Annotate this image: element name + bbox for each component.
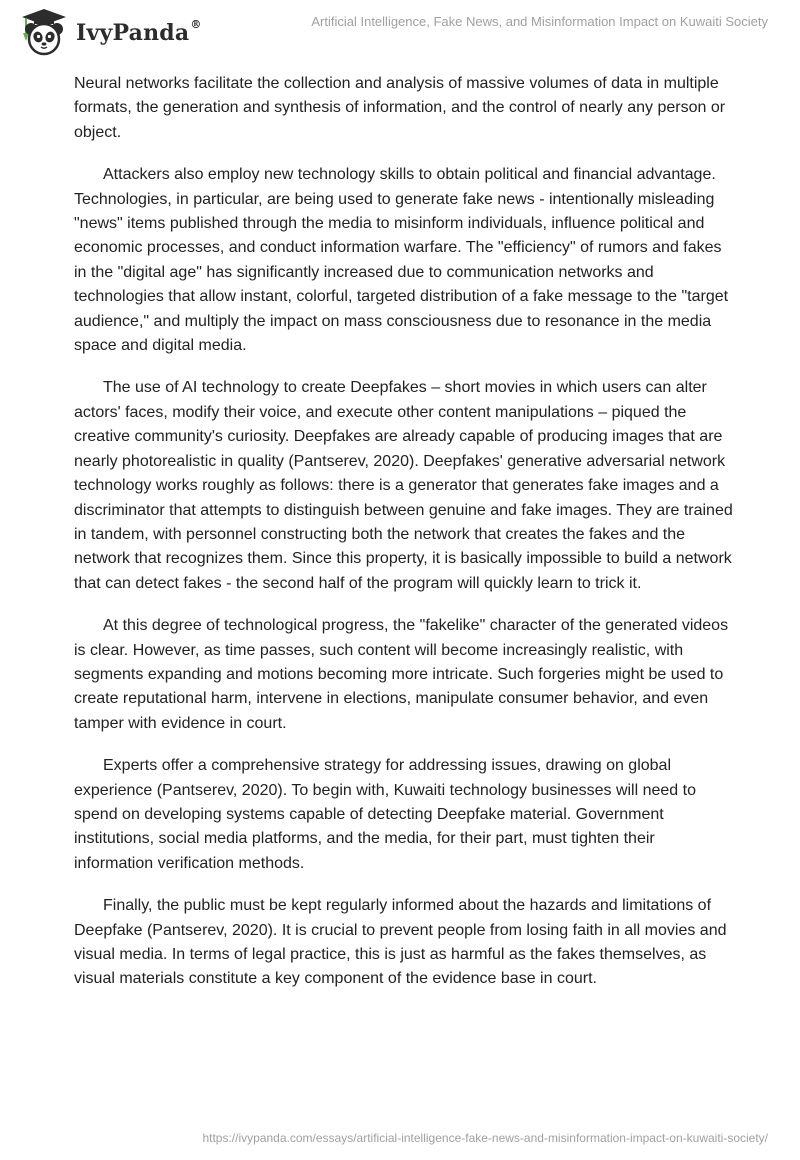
- page-header: [0, 0, 800, 64]
- brand-logo[interactable]: [14, 7, 202, 57]
- paragraph: At this degree of technological progress, the "fakelike" character of the generated videos is clear. However, as time passes, such content will become increasingly realistic, with segments expanding and motions becoming more intricate. Such forgeries might be used to create reputational harm, intervene in elections, manipulate consumer behavior, and even tamper with evidence in court.: [74, 617, 729, 732]
- source-url[interactable]: https://ivypanda.com/essays/artificial-intelligence-fake-news-and-misinformation-impact-on-kuwaiti-society/: [202, 1131, 768, 1145]
- paragraph: Experts offer a comprehensive strategy for addressing issues, drawing on global experience (Pantserev, 2020). To begin with, Kuwaiti technology businesses will need to spend on developing systems capable of detecting Deepfake material. Government institutions, social media platforms, and the media, for their part, must tighten their information verification methods.: [74, 757, 696, 872]
- brand-name: IvyPanda®: [76, 18, 202, 46]
- paragraph: The use of AI technology to create Deepfakes – short movies in which users can alter actors' faces, modify their voice, and execute other content manipulations – piqued the creative community's curiosity. Deepfakes are already capable of producing images that are nearly photorealistic in quality (Pantserev, 2020). Deepfakes' generative adversarial network technology works roughly as follows: there is a generator that generates fake images and a discriminator that attempts to distinguish between genuine and fake images. They are trained in tandem, with personnel constructing both the network that creates the fakes and the network that recognizes them. Since this property, it is basically impossible to build a network that can detect fakes - the second half of the program will quickly learn to trick it.: [74, 379, 733, 592]
- document-title: Artificial Intelligence, Fake News, and Misinformation Impact on Kuwaiti Society: [311, 14, 768, 29]
- paragraph: Attackers also employ new technology skills to obtain political and financial advantage. Technologies, in particular, are being used to generate fake news - intentionally misleading "news" items published through the media to misinform individuals, influence political and economic processes, and conduct information warfare. The "efficiency" of rumors and fakes in the "digital age" has significantly increased due to communication networks and technologies that allow instant, colorful, targeted distribution of a fake message to the "target audience," and multiply the impact on mass consciousness due to resonance in the media space and digital media.: [74, 166, 729, 355]
- panda-graduate-icon: [14, 7, 70, 57]
- paragraph: Finally, the public must be kept regularly informed about the hazards and limitations of Deepfake (Pantserev, 2020). It is crucial to prevent people from losing faith in all movies and visual media. In terms of legal practice, this is just as harmful as the fakes themselves, as visual materials constitute a key component of the evidence base in court.: [74, 897, 727, 988]
- paragraph: Neural networks facilitate the collection and analysis of massive volumes of data in multiple formats, the generation and synthesis of information, and the control of nearly any person or object.: [74, 75, 726, 141]
- registered-mark: ®: [190, 18, 202, 31]
- essay-body: [74, 72, 734, 1010]
